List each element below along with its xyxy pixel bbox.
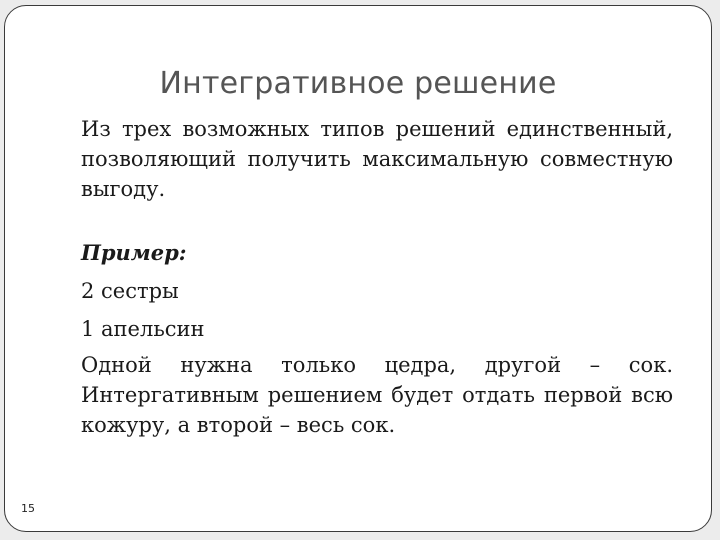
page-number: 15 [21, 502, 35, 515]
example-heading: Пример: [81, 240, 187, 265]
example-line-sisters: 2 сестры [81, 279, 179, 303]
slide [4, 5, 712, 532]
slide-title: Интегративное решение [159, 66, 557, 101]
intro-paragraph: Из трех возможных типов решений единственный, позволяющий получить максимальную совместную выгоду. [81, 117, 673, 201]
example-line-orange: 1 апельсин [81, 317, 205, 341]
slide-body [81, 114, 673, 440]
example-paragraph: Одной нужна только цедра, другой – сок. Интергативным решением будет отдать первой всю кожуру, а второй – весь сок. [81, 353, 673, 437]
